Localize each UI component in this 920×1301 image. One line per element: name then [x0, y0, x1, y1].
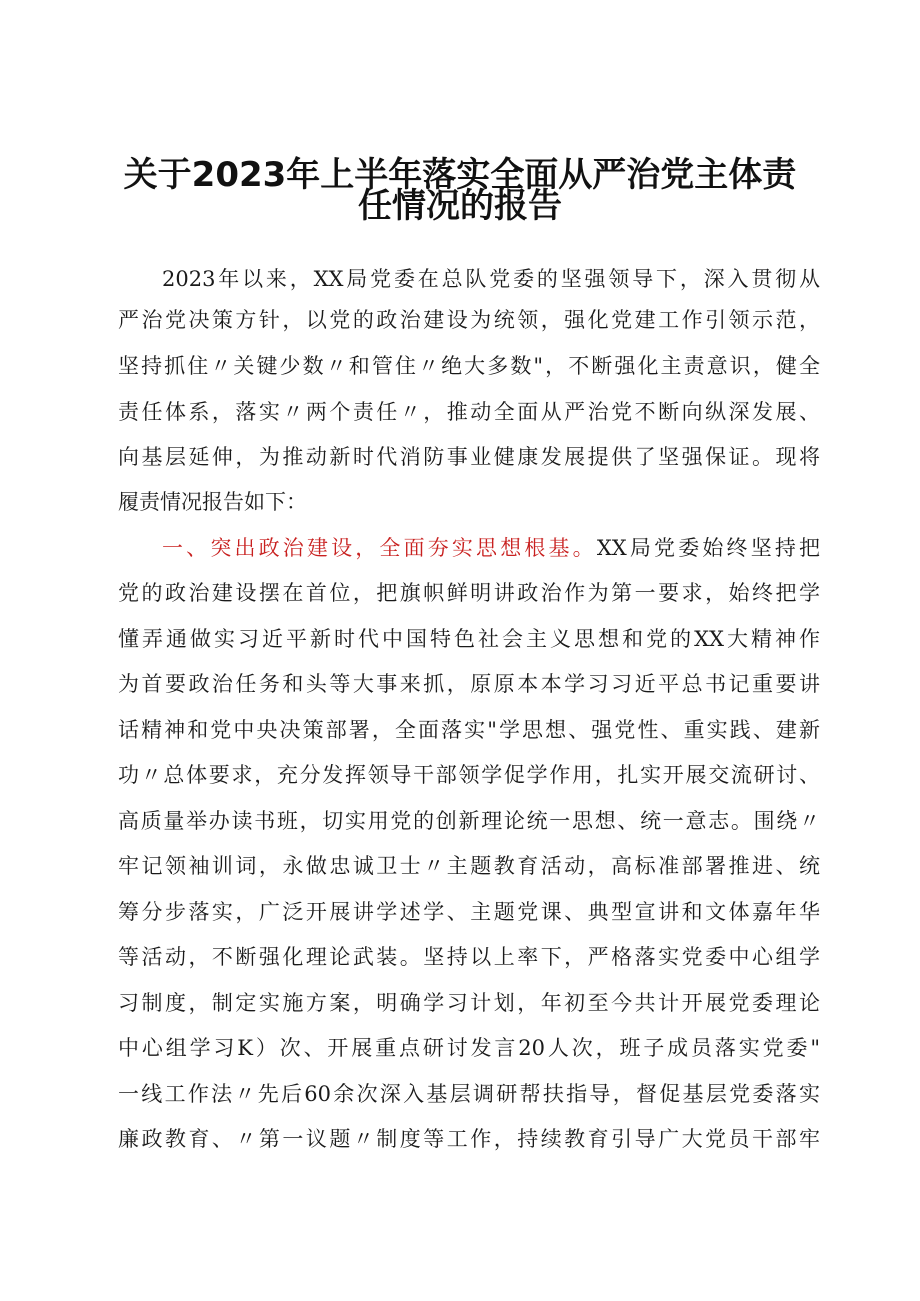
section-1-line: 为首要政治任务和头等大事来抓，原原本本学习习近平总书记重要讲 — [118, 672, 820, 696]
section-1-line: 话精神和党中央决策部署，全面落实"学思想、强党性、重实践、建新 — [118, 718, 820, 742]
section-1-line: 高质量举办读书班，切实用党的创新理论统一思想、统一意志。围绕〃 — [118, 809, 820, 833]
section-1-first-line-rest: XX局党委始终坚持把 — [596, 536, 821, 560]
section-1-line: 等活动，不断强化理论武装。坚持以上率下，严格落实党委中心组学 — [118, 945, 820, 969]
section-1-line: 中心组学习K）次、开展重点研讨发言20人次，班子成员落实党委" — [118, 1036, 820, 1060]
section-1-line: 一线工作法〃先后60余次深入基层调研帮扶指导，督促基层党委落实 — [118, 1082, 820, 1106]
document-title-line-2: 任情况的报告 — [358, 186, 562, 226]
section-1-line: 廉政教育、〃第一议题〃制度等工作，持续教育引导广大党员干部牢 — [118, 1127, 820, 1151]
intro-line: 2023年以来，XX局党委在总队党委的坚强领导下，深入贯彻从 — [162, 267, 820, 291]
intro-line: 坚持抓住〃关键少数〃和管住〃绝大多数"，不断强化主责意识，健全 — [118, 354, 820, 378]
section-1-first-line — [162, 533, 820, 563]
section-1-line: 习制度，制定实施方案，明确学习计划，年初至今共计开展党委理论 — [118, 991, 820, 1015]
intro-line: 严治党决策方针，以党的政治建设为统领，强化党建工作引领示范， — [118, 308, 820, 332]
intro-line: 向基层延伸，为推动新时代消防事业健康发展提供了坚强保证。现将 — [118, 445, 820, 469]
section-1-line: 懂弄通做实习近平新时代中国特色社会主义思想和党的XX大精神作 — [118, 627, 820, 651]
document-title-line-1: 关于2023年上半年落实全面从严治党主体责 — [123, 155, 797, 195]
section-1-heading: 一、突出政治建设，全面夯实思想根基。 — [162, 536, 597, 560]
section-1-line: 功〃总体要求，充分发挥领导干部领学促学作用，扎实开展交流研讨、 — [118, 763, 820, 787]
section-1-line: 筹分步落实，广泛开展讲学述学、主题党课、典型宣讲和文体嘉年华 — [118, 900, 820, 924]
intro-line: 责任体系，落实〃两个责任〃，推动全面从严治党不断向纵深发展、 — [118, 400, 820, 424]
section-1-line: 牢记领袖训词，永做忠诚卫士〃主题教育活动，高标准部署推进、统 — [118, 854, 820, 878]
section-1-line: 党的政治建设摆在首位，把旗帜鲜明讲政治作为第一要求，始终把学 — [118, 581, 820, 605]
intro-line: 履责情况报告如下： — [118, 490, 307, 514]
